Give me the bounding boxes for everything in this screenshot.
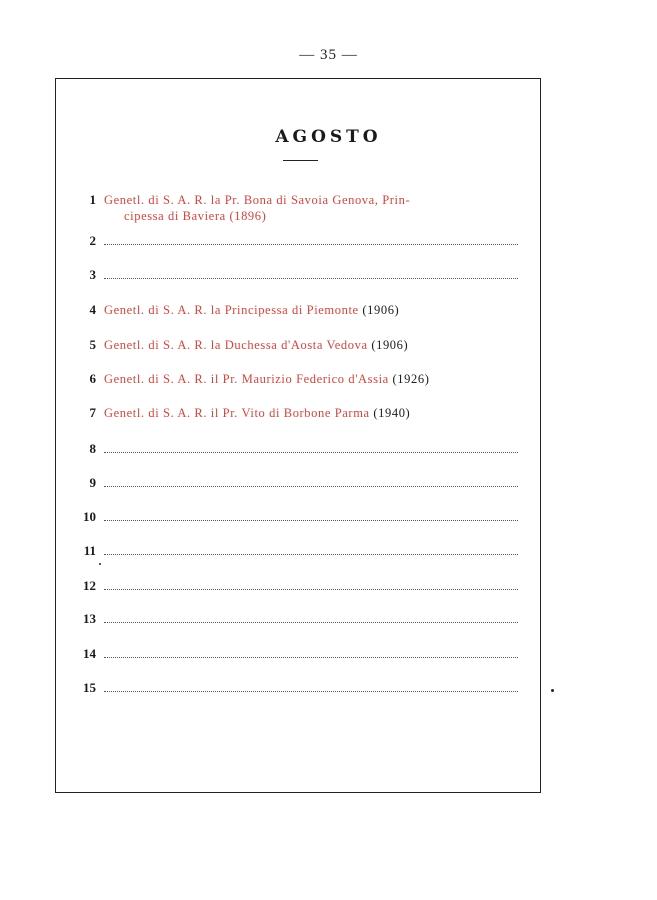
day-number: 15 (83, 680, 96, 695)
dotted-line (104, 486, 518, 487)
title-divider (283, 160, 318, 161)
day-number: 9 (89, 475, 96, 490)
dotted-line (104, 278, 518, 279)
calendar-entry-6 (72, 371, 518, 387)
calendar-entry-7 (72, 405, 518, 421)
dotted-line (104, 520, 518, 521)
dotted-line (104, 589, 518, 590)
calendar-entry-5 (72, 337, 518, 353)
day-number: 13 (83, 611, 96, 626)
dotted-line (104, 554, 518, 555)
entry-text-line2: cipessa di Baviera (124, 209, 230, 223)
entry-description: Genetl. di S. A. R. la Principessa di Piemonte (104, 303, 363, 317)
entry-text (104, 338, 408, 353)
day-number: 8 (89, 441, 96, 456)
calendar-entry-4 (72, 302, 518, 318)
calendar-entry-14 (72, 646, 518, 662)
day-number: 2 (89, 233, 96, 248)
entry-description: Genetl. di S. A. R. la Duchessa d'Aosta Vedova (104, 338, 372, 352)
dotted-line (104, 244, 518, 245)
entry-text: Genetl. di S. A. R. la Pr. Bona di Savoia Genova, Prin- (104, 193, 411, 207)
calendar-entry-15 (72, 680, 518, 696)
print-speck (99, 563, 101, 565)
calendar-entry-13 (72, 611, 518, 627)
entry-year: (1896) (229, 209, 267, 223)
day-number: 12 (83, 578, 96, 593)
dotted-line (104, 622, 518, 623)
day-number: 4 (89, 302, 96, 317)
print-speck (551, 689, 554, 692)
entry-text-continuation (72, 209, 518, 224)
day-number: 7 (89, 405, 96, 420)
day-number: 10 (83, 509, 96, 524)
calendar-entry-3 (72, 267, 518, 283)
calendar-entry-2 (72, 233, 518, 249)
calendar-entry-12 (72, 578, 518, 594)
day-number: 14 (83, 646, 96, 661)
dotted-line (104, 657, 518, 658)
entry-description: Genetl. di S. A. R. il Pr. Vito di Borbone Parma (104, 406, 374, 420)
day-number: 5 (89, 337, 96, 352)
calendar-entry-1 (72, 192, 518, 224)
entry-year: (1906) (371, 338, 409, 352)
entry-description: Genetl. di S. A. R. il Pr. Maurizio Federico d'Assia (104, 372, 393, 386)
calendar-entry-9 (72, 475, 518, 491)
dotted-line (104, 691, 518, 692)
calendar-entry-11 (72, 543, 518, 559)
calendar-entry-10 (72, 509, 518, 525)
month-title: AGOSTO (275, 127, 382, 147)
day-number: 1 (89, 192, 96, 207)
page-number: — 35 — (299, 47, 358, 63)
entry-year: (1940) (373, 406, 411, 420)
day-number: 11 (83, 543, 96, 558)
dotted-line (104, 452, 518, 453)
day-number: 3 (89, 267, 96, 282)
entry-text (104, 406, 410, 421)
calendar-entry-8 (72, 441, 518, 457)
entry-text (104, 372, 429, 387)
entry-year: (1906) (362, 303, 400, 317)
entry-text (104, 303, 399, 318)
entry-year: (1926) (392, 372, 430, 386)
day-number: 6 (89, 371, 96, 386)
